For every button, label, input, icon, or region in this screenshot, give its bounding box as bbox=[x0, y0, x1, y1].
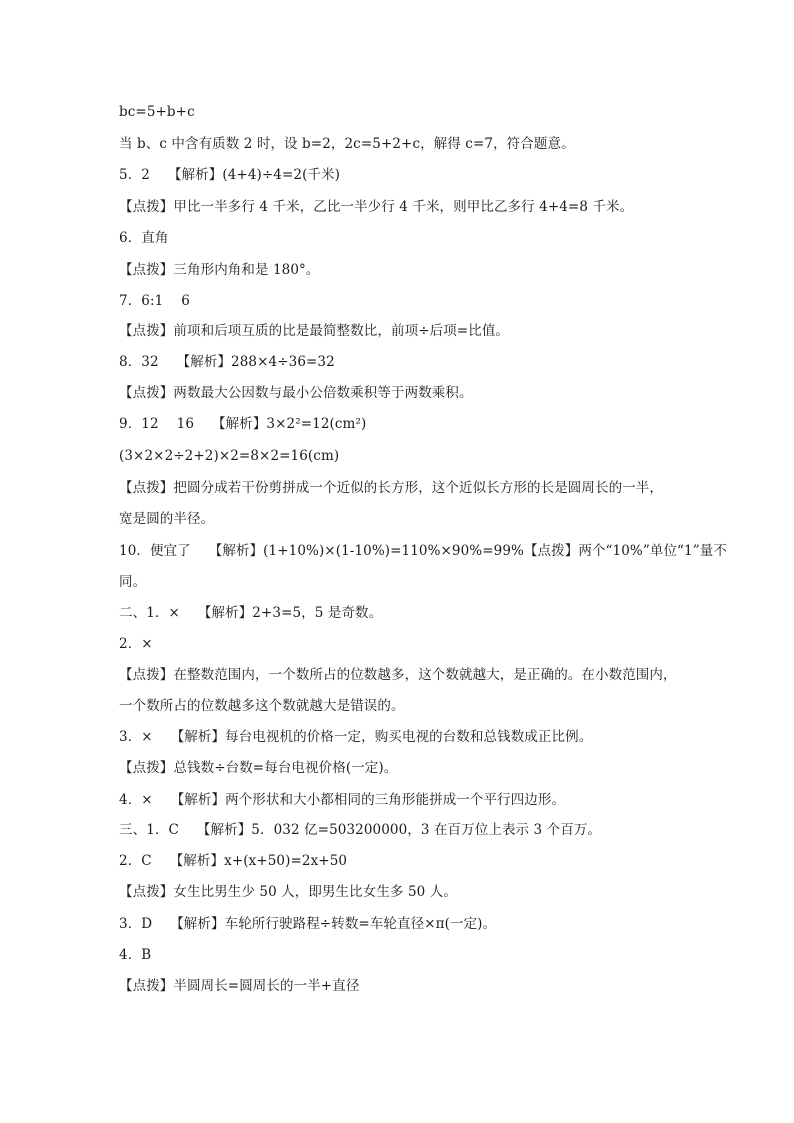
text-line-15: 10．便宜了 【解析】(1+10%)×(1-10%)=110%×90%=99%【点拨】两个“10%”单位“1”量不 bbox=[119, 543, 727, 559]
text-line-23: 4．× 【解析】两个形状和大小都相同的三角形能拼成一个平行四边形。 bbox=[119, 792, 566, 808]
text-line-29: 【点拨】半圆周长=圆周长的一半+直径 bbox=[119, 978, 360, 994]
text-line-7: 7．6:1 6 bbox=[119, 293, 190, 309]
text-line-6: 【点拨】三角形内角和是 180°。 bbox=[119, 262, 320, 278]
text-line-20: 一个数所占的位数越多这个数就越大是错误的。 bbox=[119, 698, 405, 714]
text-line-10: 【点拨】两数最大公因数与最小公倍数乘积等于两数乘积。 bbox=[119, 385, 473, 401]
text-line-24: 三、1．C 【解析】5．032 亿=503200000，3 在百万位上表示 3 个百万。 bbox=[119, 822, 602, 838]
text-line-5: 6．直角 bbox=[119, 230, 169, 246]
text-line-21: 3．× 【解析】每台电视机的价格一定，购买电视的台数和总钱数成正比例。 bbox=[119, 729, 593, 745]
text-line-26: 【点拨】女生比男生少 50 人，即男生比女生多 50 人。 bbox=[119, 884, 457, 900]
text-line-13: 【点拨】把圆分成若干份剪拼成一个近似的长方形，这个近似长方形的长是圆周长的一半， bbox=[119, 480, 663, 496]
text-line-14: 宽是圆的半径。 bbox=[119, 511, 215, 527]
text-line-16: 同。 bbox=[119, 574, 147, 590]
text-line-3: 5．2 【解析】(4+4)÷4=2(千米) bbox=[119, 167, 341, 183]
text-line-25: 2．C 【解析】x+(x+50)=2x+50 bbox=[119, 853, 348, 869]
text-line-22: 【点拨】总钱数÷台数=每台电视价格(一定)。 bbox=[119, 760, 398, 776]
text-line-4: 【点拨】甲比一半多行 4 千米，乙比一半少行 4 千米，则甲比乙多行 4+4=8 千米。 bbox=[119, 199, 634, 215]
text-line-11: 9．12 16 【解析】3×2²=12(cm²) bbox=[119, 416, 367, 432]
text-line-27: 3．D 【解析】车轮所行驶路程÷转数=车轮直径×π(一定)。 bbox=[119, 916, 497, 932]
text-line-1: bc=5+b+c bbox=[119, 104, 195, 120]
text-line-8: 【点拨】前项和后项互质的比是最简整数比，前项÷后项=比值。 bbox=[119, 323, 510, 339]
text-line-19: 【点拨】在整数范围内，一个数所占的位数越多，这个数就越大，是正确的。在小数范围内， bbox=[119, 667, 677, 683]
text-line-28: 4．B bbox=[119, 947, 152, 963]
text-line-17: 二、1．× 【解析】2+3=5，5 是奇数。 bbox=[119, 605, 383, 621]
text-line-9: 8．32 【解析】288×4÷36=32 bbox=[119, 354, 335, 370]
text-line-2: 当 b、c 中含有质数 2 时，设 b=2，2c=5+2+c，解得 c=7，符合题意。 bbox=[119, 136, 575, 152]
text-line-12: (3×2×2÷2+2)×2=8×2=16(cm) bbox=[119, 448, 340, 464]
text-line-18: 2．× bbox=[119, 636, 153, 652]
